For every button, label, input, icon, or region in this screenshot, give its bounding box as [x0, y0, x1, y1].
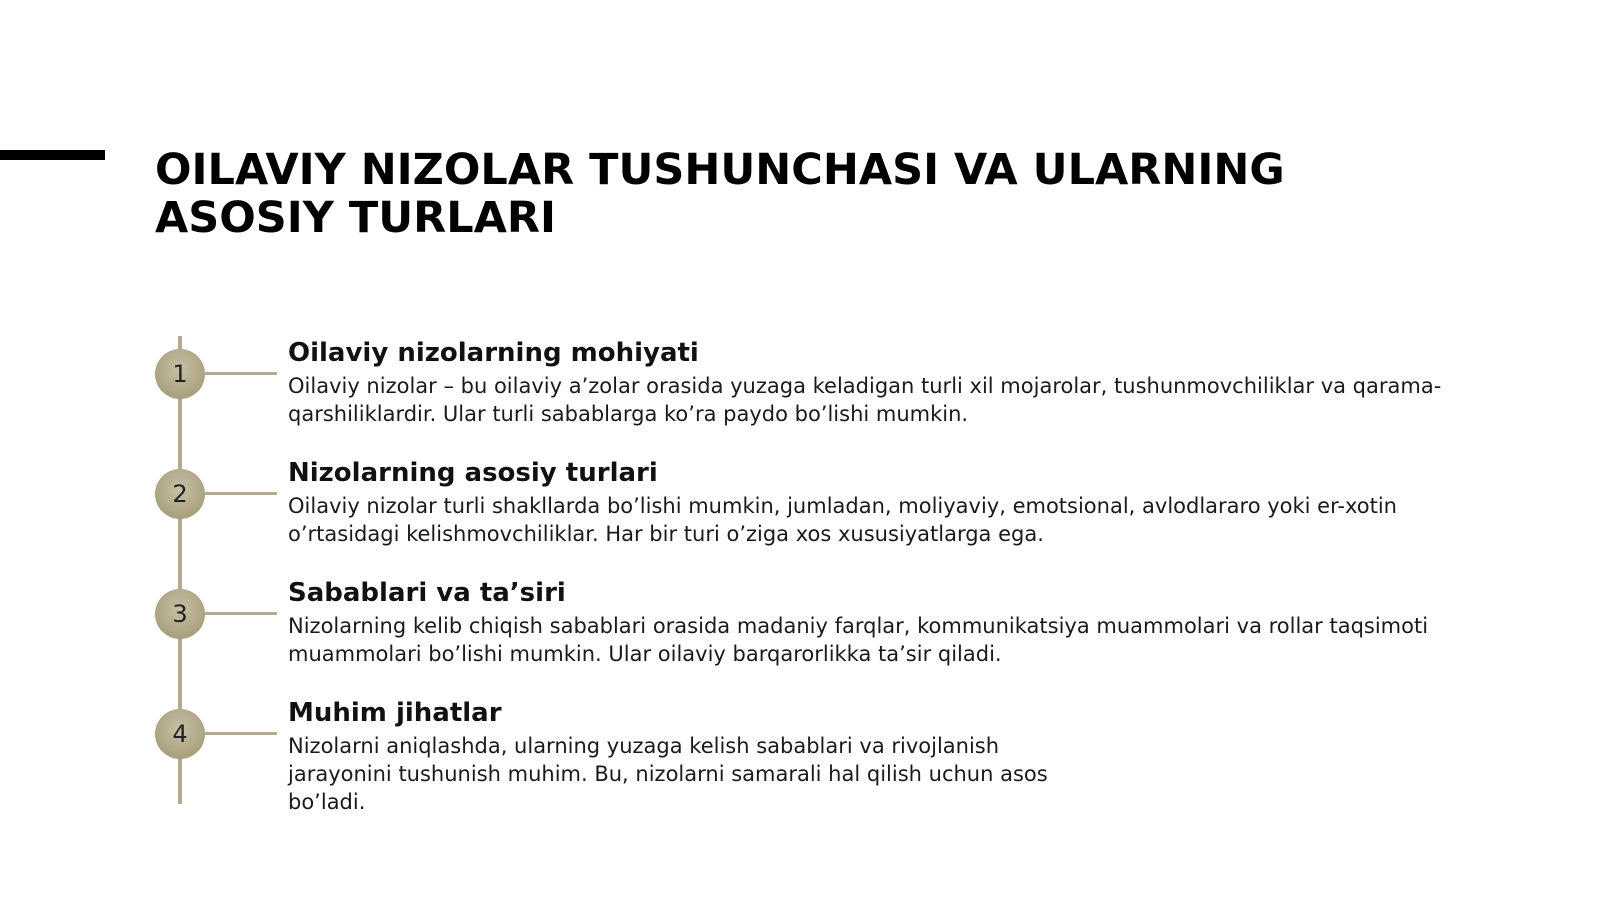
timeline-connector	[205, 492, 277, 495]
step-number-badge: 3	[155, 589, 205, 639]
timeline-item-2	[0, 456, 1600, 566]
item-description: Oilaviy nizolar turli shakllarda bo’lishi mumkin, jumladan, moliyaviy, emotsional, avlodlararo yoki er-xotin o’rtasidagi kelishmovchiliklar. Har bir turi o’ziga xos xususiyatlarga ega.	[288, 494, 1397, 546]
slide-title: OILAVIY NIZOLAR TUSHUNCHASI VA ULARNING ASOSIY TURLARI	[155, 145, 1285, 243]
timeline-item-3	[0, 576, 1600, 686]
item-heading: Sabablari va ta’siri	[288, 578, 566, 608]
timeline-connector	[205, 732, 277, 735]
timeline-item-1	[0, 336, 1600, 446]
timeline-connector	[205, 372, 277, 375]
step-number-badge: 2	[155, 469, 205, 519]
timeline-connector	[205, 612, 277, 615]
item-description: Nizolarni aniqlashda, ularning yuzaga kelish sabablari va rivojlanish jarayonini tushunish muhim. Bu, nizolarni samarali hal qilish uchun asos bo’ladi.	[288, 734, 1048, 814]
item-heading: Oilaviy nizolarning mohiyati	[288, 338, 699, 368]
step-number-badge: 1	[155, 349, 205, 399]
item-description: Nizolarning kelib chiqish sabablari orasida madaniy farqlar, kommunikatsiya muammolari va rollar taqsimoti muammolari bo’lishi mumkin. Ular oilaviy barqarorlikka ta’sir qiladi.	[288, 614, 1429, 666]
timeline-item-4	[0, 696, 1600, 814]
item-heading: Nizolarning asosiy turlari	[288, 458, 658, 488]
item-description: Oilaviy nizolar – bu oilaviy a’zolar orasida yuzaga keladigan turli xil mojarolar, tushunmovchiliklar va qarama-qarshiliklardir. Ular turli sabablarga ko’ra paydo bo’lishi mumkin.	[288, 374, 1442, 426]
step-number-badge: 4	[155, 709, 205, 759]
title-accent-bar	[0, 150, 105, 160]
item-heading: Muhim jihatlar	[288, 698, 502, 728]
